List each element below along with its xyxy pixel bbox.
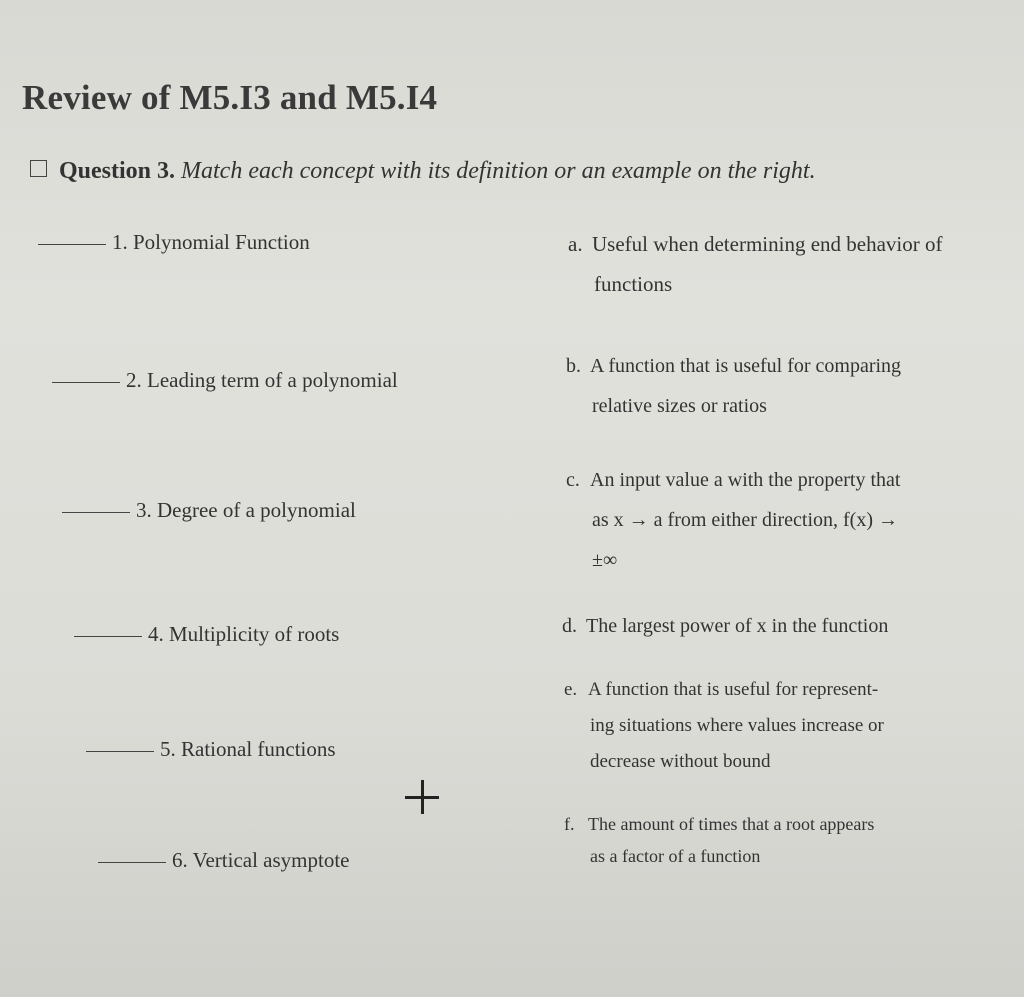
definition-text: The largest power of x in the function [586,615,889,637]
definition-a [568,224,942,304]
definition-text: ±∞ [592,549,618,571]
definition-letter: a. [568,232,583,256]
answer-blank-5[interactable] [86,751,154,752]
definition-text: ing situations where values increase or [590,715,884,736]
definition-letter: b. [566,355,581,377]
concept-2 [52,368,398,393]
answer-blank-4[interactable] [74,636,142,637]
concept-label: 2. Leading term of a polynomial [126,368,398,392]
answer-blank-2[interactable] [52,382,120,383]
definition-letter: d. [562,615,577,637]
definition-e [564,672,884,780]
concept-3 [62,498,356,523]
definition-text: Useful when determining end behavior of [592,232,943,256]
question-checkbox[interactable] [30,160,47,177]
definition-text: decrease without bound [590,751,771,772]
concept-label: 5. Rational functions [160,737,336,761]
question-prompt [30,158,816,185]
definition-text: A function that is useful for comparing [590,355,902,377]
definition-letter: e. [564,679,578,700]
concept-label: 4. Multiplicity of roots [148,622,340,646]
concept-4 [74,622,339,647]
answer-blank-1[interactable] [38,244,106,245]
concept-1 [38,230,310,255]
crosshair-cursor-icon [405,780,439,814]
definition-d [562,606,888,646]
definition-b [566,346,901,426]
definition-text: as x → a from either direction, f(x) → [592,509,899,531]
definition-c [566,460,900,580]
definition-text: as a factor of a function [590,846,761,866]
question-text: Match each concept with its definition or an example on the right. [181,158,816,184]
concept-label: 1. Polynomial Function [112,230,310,254]
definition-text: A function that is useful for represent- [588,679,879,700]
answer-blank-6[interactable] [98,862,166,863]
definition-text: The amount of times that a root appears [588,814,875,834]
concept-label: 6. Vertical asymptote [172,848,350,872]
definition-text: relative sizes or ratios [592,395,767,417]
concept-label: 3. Degree of a polynomial [136,498,356,522]
definition-text: functions [594,272,673,296]
question-label: Question 3. [59,158,176,184]
concept-6 [98,848,350,873]
answer-blank-3[interactable] [62,512,130,513]
concept-5 [86,737,336,762]
definition-letter: c. [566,469,580,491]
definition-f [564,808,874,872]
definition-letter: f. [564,814,575,834]
definition-text: An input value a with the property that [590,469,901,491]
page-title: Review of M5.I3 and M5.I4 [22,78,438,117]
